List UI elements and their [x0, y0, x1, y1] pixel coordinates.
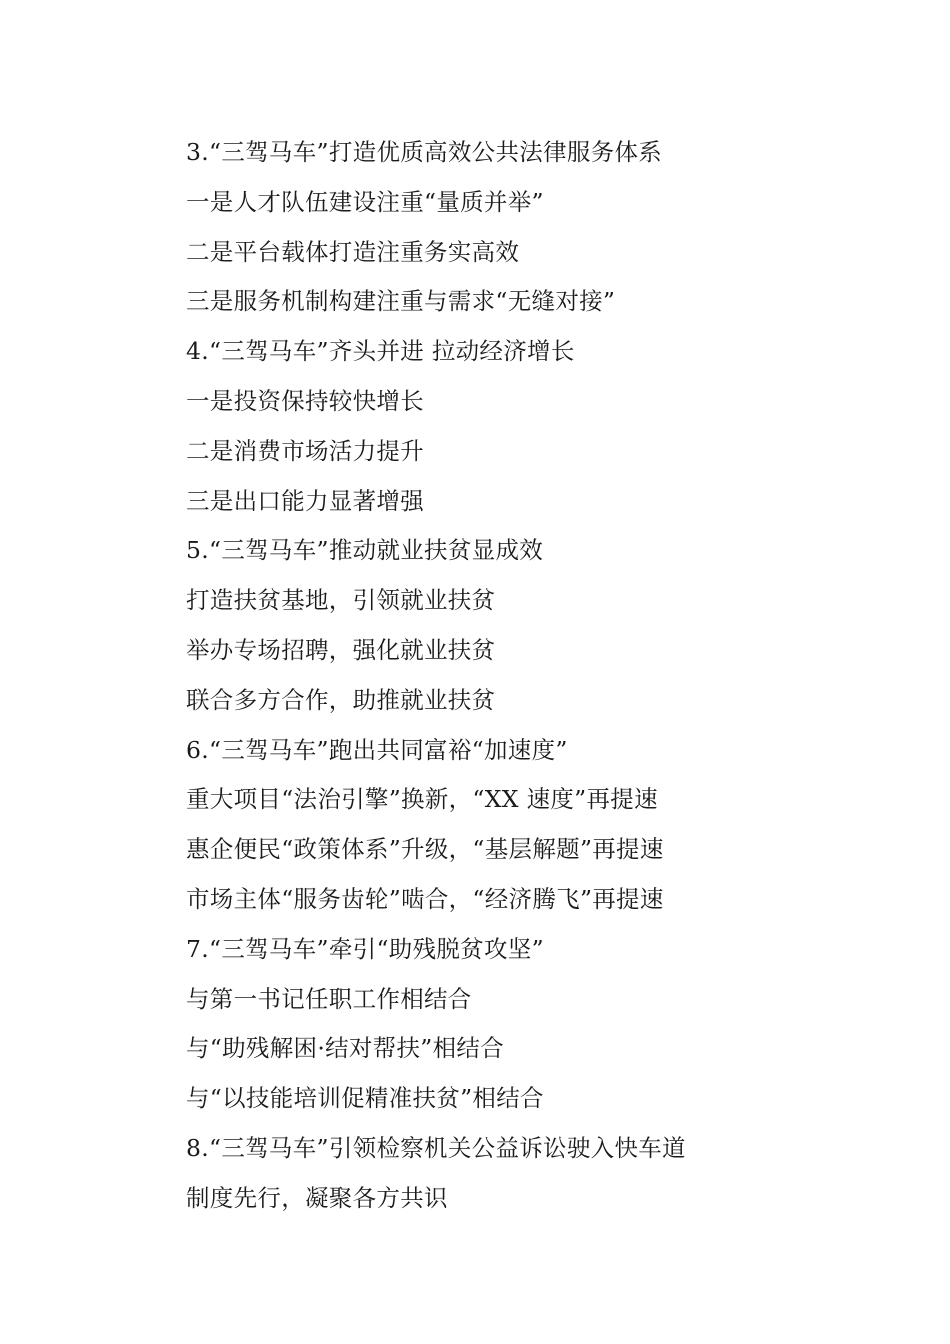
text-line: 举办专场招聘，强化就业扶贫	[186, 635, 496, 664]
text-line: 联合多方合作，助推就业扶贫	[186, 685, 496, 714]
text-line: 二是消费市场活力提升	[186, 436, 424, 465]
document-body	[186, 128, 806, 1224]
text-line: 三是服务机制构建注重与需求“无缝对接”	[186, 287, 616, 316]
heading-6: 6.“三驾马车”跑出共同富裕“加速度”	[186, 735, 568, 764]
text-line: 二是平台载体打造注重务实高效	[186, 237, 520, 266]
heading-5: 5.“三驾马车”推动就业扶贫显成效	[186, 536, 544, 565]
text-line: 制度先行，凝聚各方共识	[186, 1183, 448, 1212]
text-line: 与“助残解困·结对帮扶”相结合	[186, 1034, 504, 1063]
heading-3: 3.“三驾马车”打造优质高效公共法律服务体系	[186, 138, 663, 166]
text-line: 三是出口能力显著增强	[186, 486, 424, 515]
heading-7: 7.“三驾马车”牵引“助残脱贫攻坚”	[186, 934, 544, 963]
heading-4: 4.“三驾马车”齐头并进 拉动经济增长	[186, 337, 575, 366]
heading-8: 8.“三驾马车”引领检察机关公益诉讼驶入快车道	[186, 1133, 686, 1162]
text-line: 惠企便民“政策体系”升级，“基层解题”再提速	[186, 835, 664, 864]
text-line: 一是投资保持较快增长	[186, 386, 424, 415]
text-line: 与“以技能培训促精准扶贫”相结合	[186, 1084, 544, 1113]
text-line: 打造扶贫基地，引领就业扶贫	[186, 586, 496, 615]
text-line: 市场主体“服务齿轮”啮合，“经济腾飞”再提速	[186, 884, 664, 913]
text-line: 重大项目“法治引擎”换新，“XX 速度”再提速	[186, 785, 658, 814]
text-line: 一是人才队伍建设注重“量质并举”	[186, 187, 544, 216]
text-line: 与第一书记任职工作相结合	[186, 984, 472, 1013]
